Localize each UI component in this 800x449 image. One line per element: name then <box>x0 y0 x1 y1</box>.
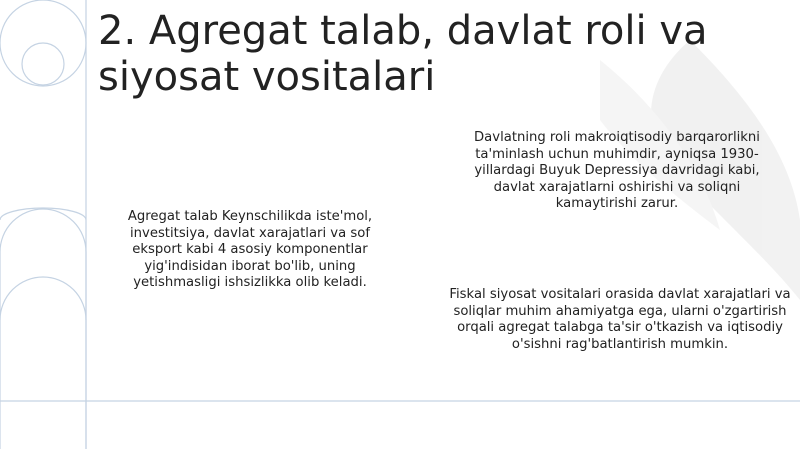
deco-arch-top <box>0 208 86 220</box>
deco-arch-outer <box>0 209 86 449</box>
paragraph-aggregate-demand: Agregat talab Keynschilikda iste'mol, investitsiya, davlat xarajatlari va sof eksport kabi 4 asosiy komponentlar yig'indisidan iborat bo'lib, uning yetishmasligi ishsizlikka olib keladi. <box>127 209 373 290</box>
paragraph-state-role: Davlatning roli makroiqtisodiy barqarorlikni ta'minlash uchun muhimdir, ayniqsa 1930-yillardagi Buyuk Depressiya davridagi kabi, davlat xarajatlarni oshirishi va soliqni kamaytirishi zarur. <box>474 130 760 211</box>
slide-title: 2. Agregat talab, davlat roli va siyosat vositalari <box>98 8 708 100</box>
deco-circle-large <box>0 0 86 86</box>
deco-circle-small <box>22 43 64 85</box>
deco-arch-inner <box>0 277 86 320</box>
paragraph-fiscal-policy: Fiskal siyosat vositalari orasida davlat xarajatlari va soliqlar muhim ahamiyatga ega, ularni o'zgartirish orqali agregat talabga ta'sir o'tkazish va iqtisodiy o'sishni rag'batlantirish mumkin. <box>449 287 791 352</box>
